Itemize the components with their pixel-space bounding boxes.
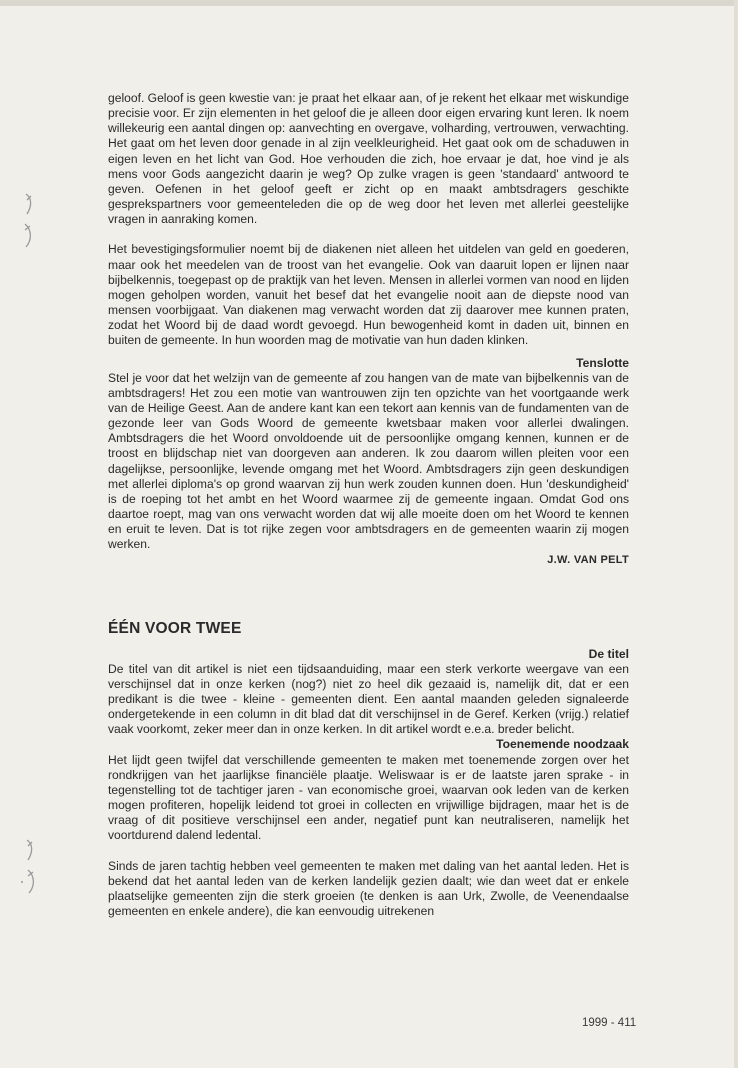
author-signature: J.W. VAN PELT (547, 553, 629, 566)
section-heading-tenslotte: Tenslotte (576, 355, 629, 370)
paragraph: De titel van dit artikel is niet een tijdsaanduiding, maar een sterk verkorte weergave van een verschijnsel dat in onze kerken (nog?) niet zo heel dik gezaaid is, namelijk dit, dat er een predikant is die twee - kleine - gemeenten dient. Een aantal maanden geleden signaleerde ondergetekende in een column in dit blad dat dit verschijnsel in de Geref. Kerken (vrijg.) relatief vaak voorkomt, zeker meer dan in onze kerken. In dit artikel wordt e.e.a. breder belicht. (108, 661, 629, 737)
article-title: ÉÉN VOOR TWEE (108, 619, 242, 637)
paragraph: Stel je voor dat het welzijn van de gemeente af zou hangen van de mate van bijbelkennis van de ambtsdragers! Het zou een motie van wantrouwen zijn ten opzichte van het voortgaande werk van de Heilige Geest. Aan de andere kant kan een tekort aan kennis van de fundamenten van de gezonde leer van Gods Woord de gemeente kwetsbaar maken voor allerlei dwalingen. Ambtsdragers die het Woord onvoldoende uit de persoonlijke omgang kennen, kunnen er de troost en blijdschap niet van doorgeven aan anderen. Ik zou daarom willen pleiten voor een dagelijkse, persoonlijke, levende omgang met het Woord. Ambtsdragers zijn geen deskundigen met allerlei diploma's op grond waarvan zij hun werk zouden kunnen doen. Hun 'deskundigheid' is de roeping tot het ambt en het Woord waarmee zij de gemeente ingaan. Omdat God ons daartoe roept, mag van ons verwacht worden dat wij alle moeite doen om het Woord te kennen en eruit te leven. Dat is tot rijke zegen voor ambtsdragers en de gemeenten waarin zij mogen werken. (108, 370, 629, 552)
page-number: 1999 - 411 (582, 1017, 637, 1029)
margin-mark-icon (18, 190, 40, 250)
paragraph: Het lijdt geen twijfel dat verschillende gemeenten te maken met toenemende zorgen over het rondkrijgen van het jaarlijkse financiële plaatje. Weliswaar is er de laatste jaren sprake - in tegenstelling tot de tachtiger jaren - van economische groei, waarvan ook leden van de kerken mogen profiteren, hopelijk leidend tot groei in collecten en vrijwillige bijdragen, maar het is de vraag of dit positieve verschijnsel een ander, negatief punt kan neutraliseren, namelijk het voortdurend dalend ledental. (108, 752, 629, 843)
page-top-edge (0, 0, 738, 6)
page-right-edge (734, 0, 738, 1068)
section-heading-toenemende-noodzaak: Toenemende noodzaak (496, 737, 629, 752)
paragraph: Het bevestigingsformulier noemt bij de diakenen niet alleen het uitdelen van geld en goederen, maar ook het meedelen van de troost van het evangelie. Ook van daaruit lopen er lijnen naar bijbelkennis, toegepast op de praktijk van het leven. Mensen in allerlei vormen van nood en lijden mogen geholpen worden, vanuit het besef dat het evangelie nooit aan de diepste nood van mensen voorbijgaat. Van diakenen mag verwacht worden dat zij daarover mee kunnen praten, zodat het Woord bij de daad wordt gevoegd. Hun bewogenheid komt in daden uit, binnen en buiten de gemeente. In hun woorden mag de motivatie van hun daden klinken. (108, 242, 629, 348)
section-heading-de-titel: De titel (588, 646, 629, 661)
margin-mark-icon (18, 836, 42, 896)
paragraph: Sinds de jaren tachtig hebben veel gemeenten te maken met daling van het aantal leden. Het is bekend dat het aantal leden van de kerken landelijk gezien daalt; wie dan weet dat er enkele plaatselijke gemeenten zijn die sterk groeien (te denken is aan Urk, Zwolle, de Veenendaalse gemeenten en enkele andere), die kan eenvoudig uitrekenen (108, 858, 629, 919)
text-column (108, 91, 629, 919)
paragraph: geloof. Geloof is geen kwestie van: je praat het elkaar aan, of je rekent het elkaar met wiskundige precisie voor. Er zijn elementen in het geloof die je alleen door eigen ervaring kunt leren. Ik noem willekeurig een aantal dingen op: aanvechting en overgave, volharding, vertrouwen, verwachting. Het gaat om het leven door genade in al zijn veelkleurigheid. Het gaat ook om de schaduwen in eigen leven en het licht van God. Hoe verhouden die zich, hoe ervaar je dat, hoe vind je als mens voor Gods aangezicht daarin je weg? Op zulke vragen is geen 'standaard' antwoord te geven. Oefenen in het geloof geeft er zicht op en maakt ambtsdragers geschikte gesprekspartners voor gemeenteleden die op de weg door het leven met allerlei geestelijke vragen in aanraking komen. (108, 91, 630, 227)
